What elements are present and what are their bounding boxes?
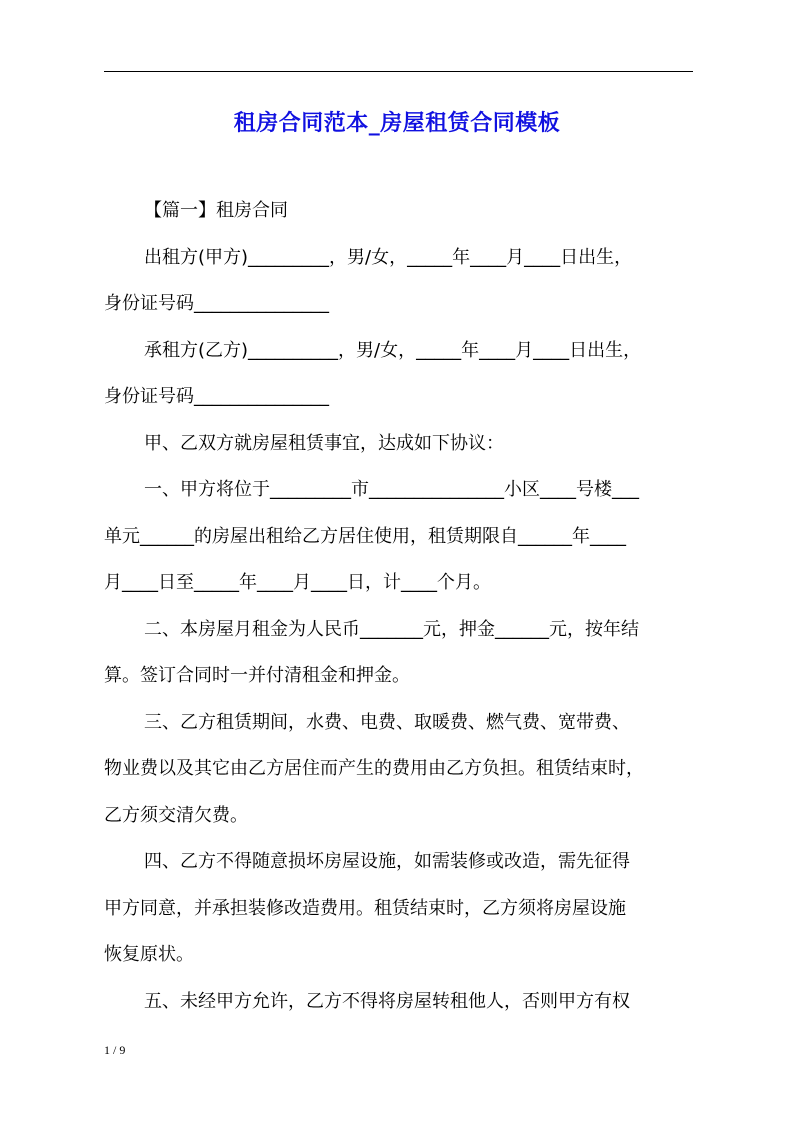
paragraph-line: 乙方须交清欠费。	[104, 804, 248, 826]
paragraph-line: 承租方(乙方)__________，男/女，_____年____月____日出生，	[144, 339, 642, 361]
page-number: 1 / 9	[104, 1043, 126, 1057]
paragraph-line: 甲方同意，并承担装修改造费用。租赁结束时，乙方须将房屋设施	[104, 897, 626, 919]
paragraph-line: 二、本房屋月租金为人民币_______元，押金______元，按年结	[144, 618, 639, 640]
paragraph-line: 三、乙方租赁期间，水费、电费、取暖费、燃气费、宽带费、	[144, 711, 630, 733]
header-rule	[104, 71, 693, 72]
section-heading: 【篇一】租房合同	[144, 200, 288, 221]
paragraph-line: 身份证号码_______________	[104, 293, 329, 314]
paragraph-line: 算。签订合同时一并付清租金和押金。	[104, 665, 410, 686]
paragraph-line: 身份证号码_______________	[104, 386, 329, 407]
paragraph-line: 月____日至_____年____月____日，计____个月。	[104, 572, 491, 593]
paragraph-line: 单元______的房屋出租给乙方居住使用，租赁期限自______年____	[104, 525, 626, 547]
paragraph-line: 出租方(甲方)_________，男/女，_____年____月____日出生，	[144, 246, 633, 268]
paragraph-line: 甲、乙双方就房屋租赁事宜，达成如下协议：	[144, 432, 504, 454]
paragraph-line: 恢复原状。	[104, 944, 194, 965]
paragraph-line: 四、乙方不得随意损坏房屋设施，如需装修或改造，需先征得	[144, 851, 630, 872]
document-title: 租房合同范本_房屋租赁合同模板	[233, 111, 561, 136]
paragraph-line: 五、未经甲方允许，乙方不得将房屋转租他人，否则甲方有权	[144, 990, 630, 1012]
paragraph-line: 物业费以及其它由乙方居住而产生的费用由乙方负担。租赁结束时，	[104, 758, 644, 779]
document-body	[104, 188, 688, 1025]
paragraph-line: 一、甲方将位于_________市_______________小区____号楼___	[144, 479, 639, 500]
